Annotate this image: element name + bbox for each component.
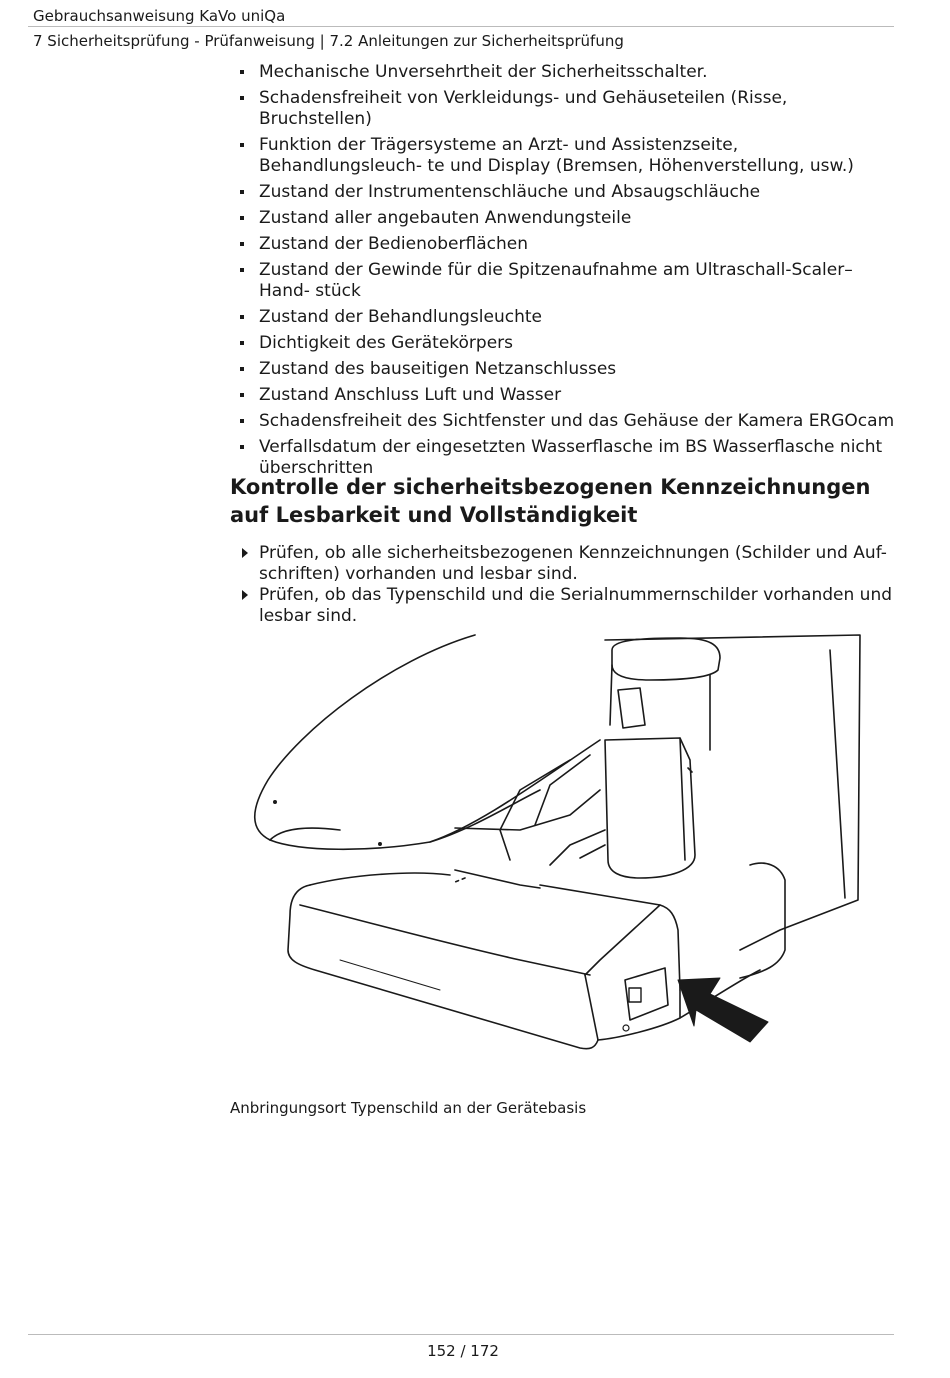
bullet-icon (240, 70, 244, 74)
list-item-text: Funktion der Trägersysteme an Arzt- und Assistenzseite, Behandlungsleuch- te und Display (Bremsen, Höhenverstellung, usw.) (259, 135, 854, 176)
bullet-icon (240, 96, 244, 100)
list-item-text: Zustand der Bedienoberflächen (259, 234, 528, 254)
list-item (240, 307, 900, 328)
list-item-text: Schadensfreiheit von Verkleidungs- und Gehäuseteilen (Risse, Bruchstellen) (259, 88, 788, 129)
step-arrow-icon (242, 590, 248, 600)
list-item (240, 208, 900, 229)
bullet-icon (240, 242, 244, 246)
step-text: Prüfen, ob das Typenschild und die Serialnummernschilder vorhanden und lesbar sind. (259, 585, 893, 626)
instruction-steps (240, 543, 900, 627)
instruction-step (240, 585, 900, 627)
bullet-icon (240, 367, 244, 371)
pointer-arrow-icon (678, 978, 768, 1042)
inspection-checklist (240, 62, 900, 484)
list-item (240, 182, 900, 203)
list-item (240, 260, 900, 302)
section-heading: Kontrolle der sicherheitsbezogenen Kennzeichnungen auf Lesbarkeit und Vollständigkeit (230, 475, 871, 527)
instruction-step (240, 543, 900, 585)
list-item-text: Dichtigkeit des Gerätekörpers (259, 333, 514, 353)
list-item-text: Schadensfreiheit des Sichtfenster und das Gehäuse der Kamera ERGOcam (259, 411, 895, 431)
list-item (240, 359, 900, 380)
list-item-text: Zustand der Instrumentenschläuche und Absaugschläuche (259, 182, 761, 202)
list-item (240, 62, 900, 83)
figure-caption: Anbringungsort Typenschild an der Gerätebasis (230, 1099, 587, 1117)
list-item-text: Verfallsdatum der eingesetzten Wasserflasche im BS Wasserflasche nicht überschritten (259, 437, 883, 478)
device-base-illustration (240, 630, 870, 1070)
bullet-icon (240, 216, 244, 220)
footer-divider (28, 1334, 894, 1335)
bullet-icon (240, 268, 244, 272)
bullet-icon (240, 393, 244, 397)
step-text: Prüfen, ob alle sicherheitsbezogenen Kennzeichnungen (Schilder und Auf- schriften) vorhanden und lesbar sind. (259, 543, 887, 584)
section-breadcrumb: 7 Sicherheitsprüfung - Prüfanweisung | 7.2 Anleitungen zur Sicherheitsprüfung (33, 32, 624, 50)
document-title: Gebrauchsanweisung KaVo uniQa (33, 7, 286, 25)
list-item (240, 88, 900, 130)
list-item-text: Mechanische Unversehrtheit der Sicherheitsschalter. (259, 62, 708, 82)
list-item-text: Zustand der Gewinde für die Spitzenaufnahme am Ultraschall-Scaler–Hand- stück (259, 260, 853, 301)
header-divider (28, 26, 894, 27)
bullet-icon (240, 419, 244, 423)
bullet-icon (240, 143, 244, 147)
list-item (240, 333, 900, 354)
list-item (240, 234, 900, 255)
bullet-icon (240, 315, 244, 319)
bullet-icon (240, 190, 244, 194)
list-item (240, 135, 900, 177)
list-item-text: Zustand des bauseitigen Netzanschlusses (259, 359, 617, 379)
list-item (240, 411, 900, 432)
list-item-text: Zustand der Behandlungsleuchte (259, 307, 542, 327)
list-item-text: Zustand Anschluss Luft und Wasser (259, 385, 562, 405)
bullet-icon (240, 341, 244, 345)
list-item-text: Zustand aller angebauten Anwendungsteile (259, 208, 632, 228)
page-number: 152 / 172 (427, 1342, 499, 1360)
list-item (240, 385, 900, 406)
step-arrow-icon (242, 548, 248, 558)
bullet-icon (240, 445, 244, 449)
